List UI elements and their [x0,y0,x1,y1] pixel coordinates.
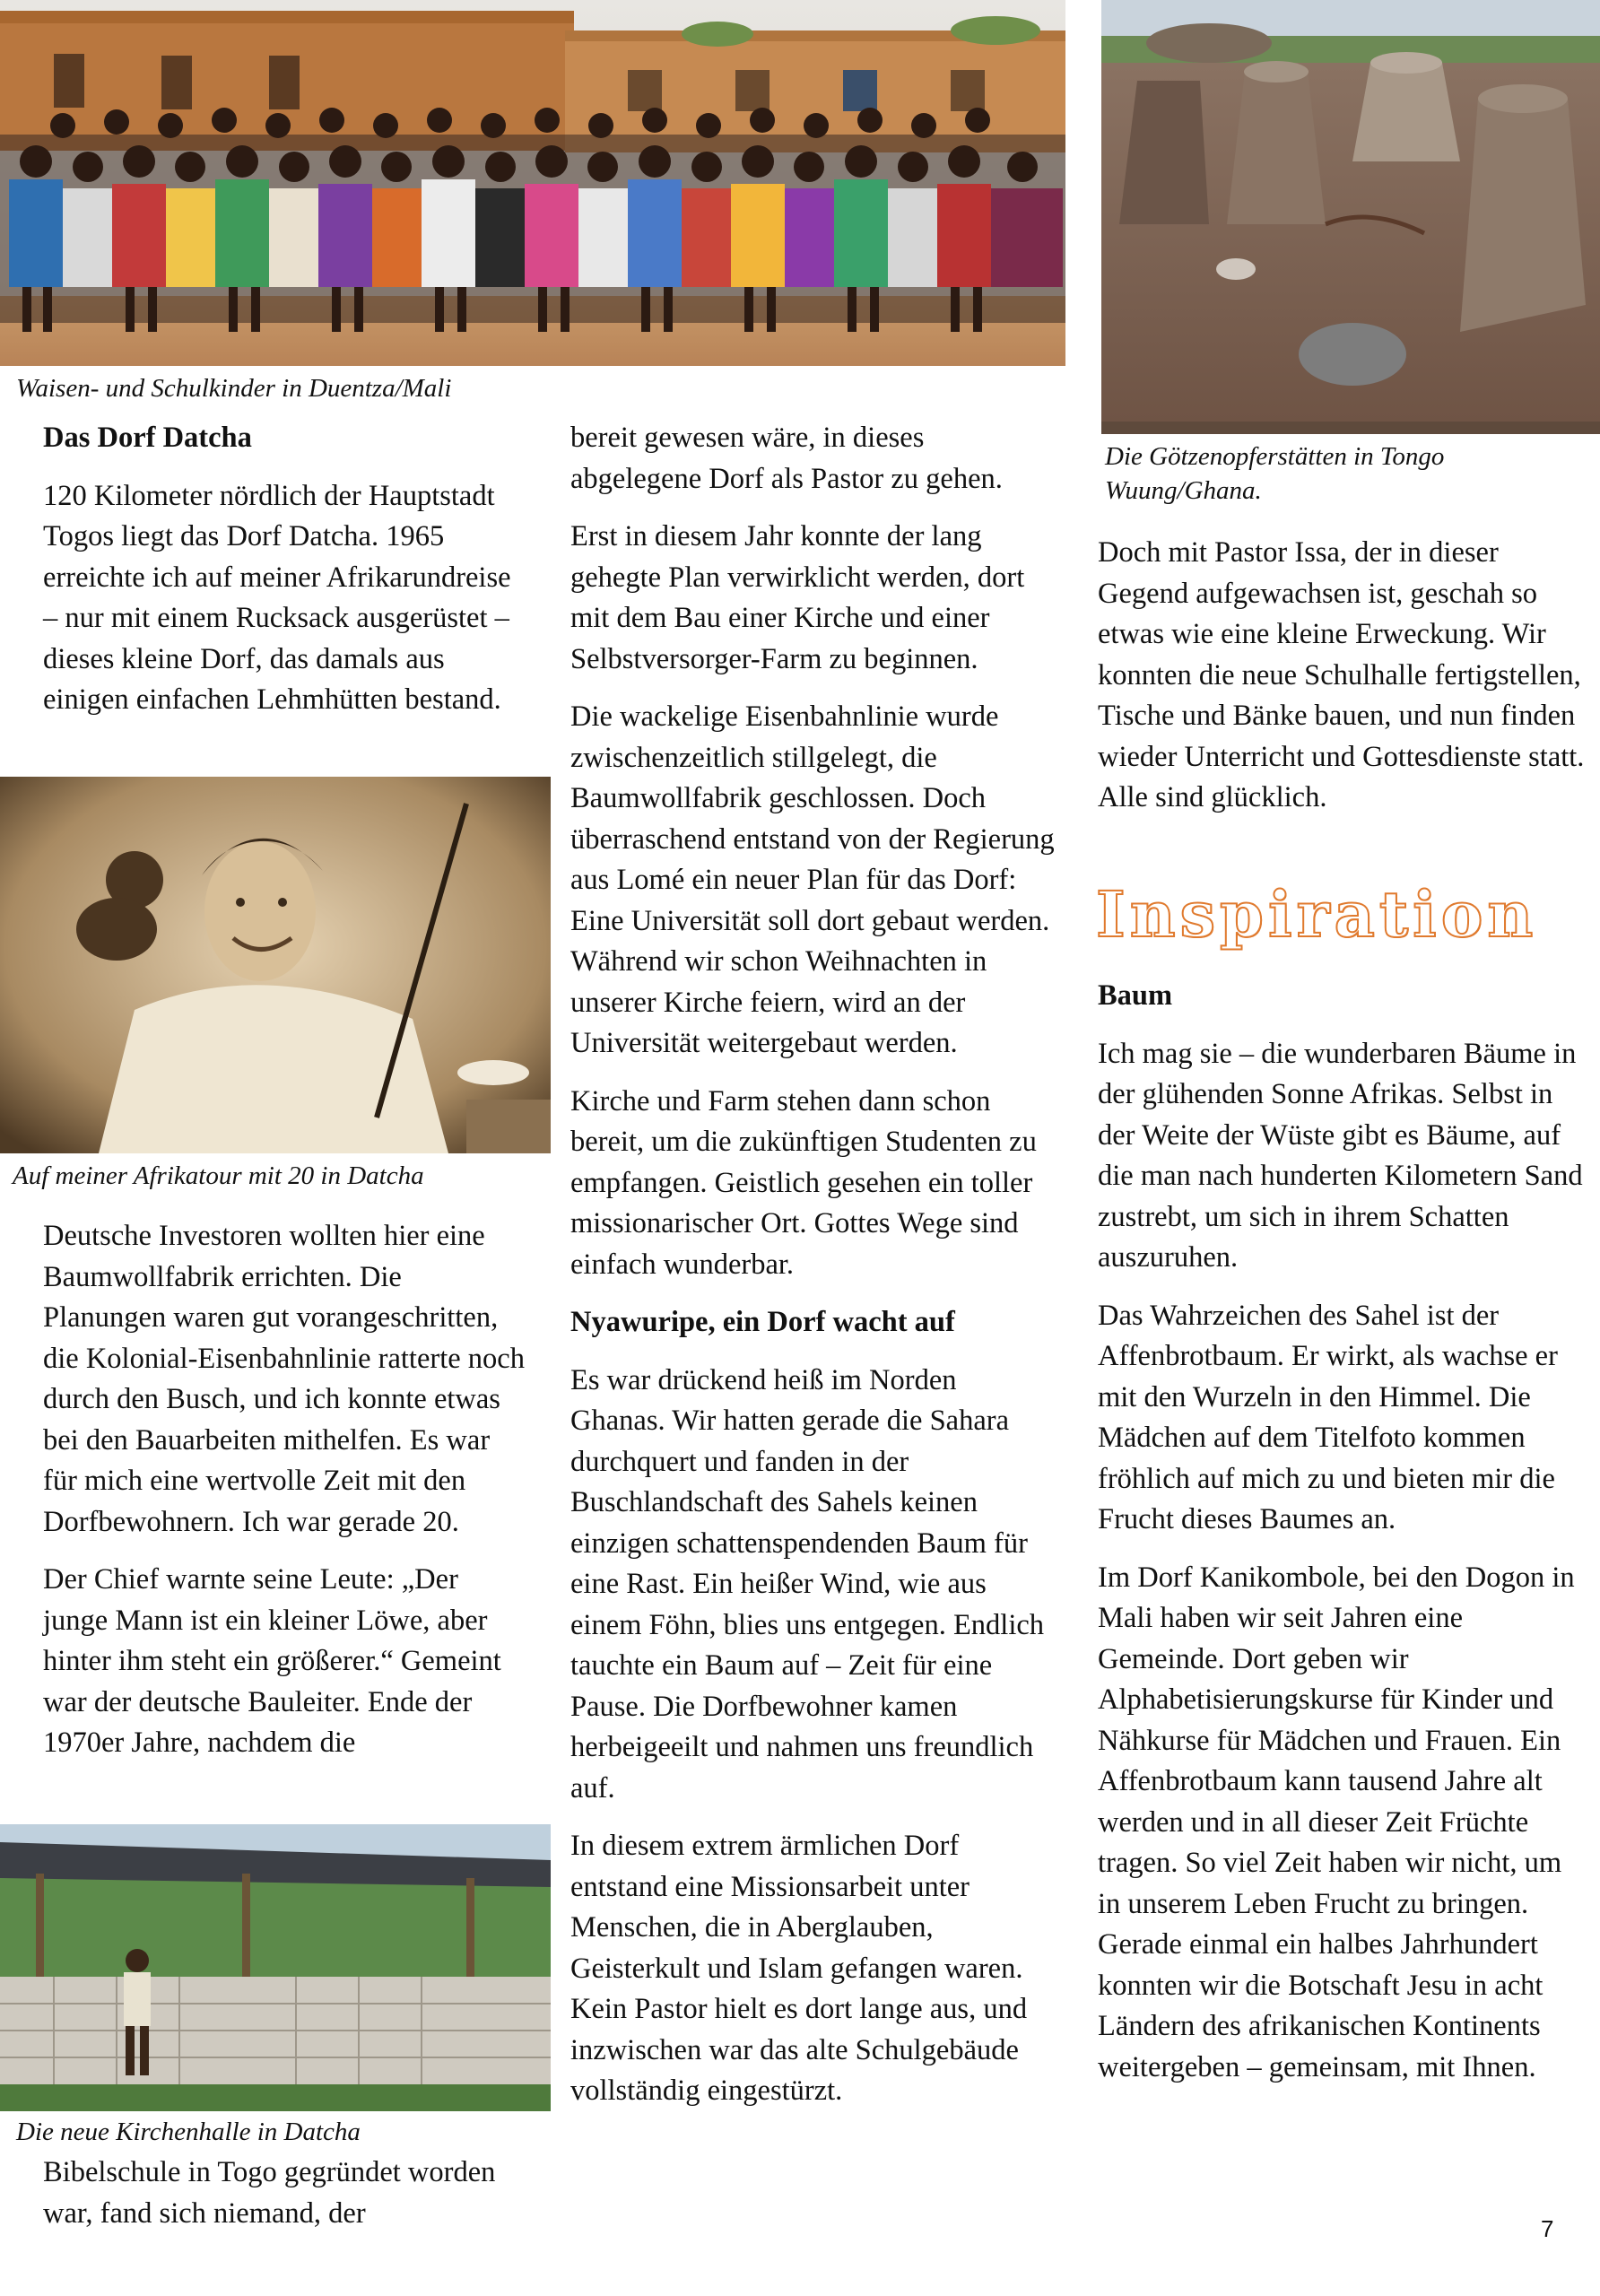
church-illustration [0,1824,551,2111]
photo-church [0,1824,551,2111]
paragraph: Bibelschule in Togo gegründet worden war, fand sich niemand, der [43,2156,496,2230]
column-3-top [1098,533,1589,836]
paragraph: In diesem extrem ärmlichen Dorf entstand eine Missionsarbeit unter Menschen, die in Aberglauben, Geisterkult und Islam gefangen waren. Kein Pastor hielt es dort lange aus, und inzwischen war das alte Schulgebäude vollständig eingestürzt. [570,1830,1028,2107]
paragraph: Das Wahrzeichen des Sahel ist der Affenbrotbaum. Er wirkt, als wachse er mit den Wurzeln in den Himmel. Die Mädchen auf dem Titelfoto kommen fröhlich auf mich zu und bieten mir die Frucht dieses Baumes an. [1098,1299,1558,1535]
paragraph: Die wackelige Eisenbahnlinie wurde zwischenzeitlich stillgelegt, die Baumwollfabrik geschlossen. Doch überraschend entstand von der Regierung aus Lomé ein neuer Plan für das Dorf: Eine Universität soll dort gebaut werden. Während wir schon Weihnachten in unserer Kirche feiern, wird an der Universität weitergebaut werden. [570,700,1055,1059]
inspiration-headline: Inspiration [1096,877,1538,952]
children-illustration [0,0,1065,366]
paragraph: 120 Kilometer nördlich der Hauptstadt Togos liegt das Dorf Datcha. 1965 erreichte ich auf meiner Afrikarundreise – nur mit einem Rucksack ausgerüstet – dieses kleine Dorf, das damals aus einigen einfachen Lehmhütten bestand. [43,479,511,716]
caption-children: Waisen- und Schulkinder in Duentza/Mali [16,374,452,403]
photo-children [0,0,1065,366]
paragraph: Der Chief warnte seine Leute: „Der junge Mann ist ein kleiner Löwe, aber hinter ihm steht ein größerer.“ Gemeint war der deutsche Bauleiter. Ende der 1970er Jahre, nachdem die [43,1563,501,1759]
section-heading-datcha: Das Dorf Datcha [43,422,252,454]
column-1-top [43,418,527,738]
section-heading-nyawuripe: Nyawuripe, ein Dorf wacht auf [570,1306,955,1338]
photo-idols [1101,0,1600,434]
paragraph: Im Dorf Kanikombole, bei den Dogon in Mali haben wir seit Jahren eine Gemeinde. Dort geben wir Alphabetisierungskurse für Kinder und Nähkurse für Mädchen und Frauen. Ein Affenbrotbaum kann tausend Jahre alt werden und in all dieser Zeit Früchte tragen. So viel Zeit haben wir nicht, um in unserem Leben Frucht zu bringen. [1098,1561,1575,1920]
caption-portrait: Auf meiner Afrikatour mit 20 in Datcha [13,1161,424,1190]
paragraph: Erst in diesem Jahr konnte der lang gehegte Plan verwirklicht werden, dort mit dem Bau einer Kirche und einer Selbstversorger-Farm zu beginnen. [570,520,1025,675]
paragraph: Ich mag sie – die wunderbaren Bäume in der glühenden Sonne Afrikas. Selbst in der Weite der Wüste gibt es Bäume, auf die man nach hunderten Kilometern Sand zustrebt, um sich in ihrem Schatten auszuruhen. [1098,1037,1583,1274]
idols-illustration [1101,0,1600,434]
caption-idols: Die Götzenopferstätten in Tongo Wuung/Ghana. [1105,442,1445,505]
caption-church: Die neue Kirchenhalle in Datcha [16,2118,361,2146]
paragraph: bereit gewesen wäre, in dieses abgelegene Dorf als Pastor zu gehen. [570,422,1003,495]
page-number: 7 [1541,2215,1554,2242]
paragraph: Doch mit Pastor Issa, der in dieser Gegend aufgewachsen ist, geschah so etwas wie eine kleine Erweckung. Wir konnten die neue Schulhalle fertigstellen, Tische und Bänke bauen, und nun finden wieder Unterricht und Gottesdienste statt. Alle sind glücklich. [1098,536,1585,813]
paragraph: Kirche und Farm stehen dann schon bereit, um die zukünftigen Studenten zu empfangen. Geistlich gesehen ein toller missionarischer Ort. Gottes Wege sind einfach wunderbar. [570,1084,1037,1281]
paragraph: Es war drückend heiß im Norden Ghanas. Wir hatten gerade die Sahara durchquert und fanden in der Buschlandschaft des Sahels keinen einzigen schattenspendenden Baum für eine Rast. Ein heißer Wind, wie aus einem Föhn, blies uns entgegen. Endlich tauchte ein Baum auf – Zeit für eine Pause. Die Dorfbewohner kamen herbeigeeilt und nahmen uns freundlich auf. [570,1363,1045,1805]
column-1-middle [43,1216,527,1781]
column-2 [570,418,1055,2129]
photo-portrait [0,777,551,1153]
paragraph: Gerade einmal ein halbes Jahrhundert konnten wir die Botschaft Jesu in acht Ländern des afrikanischen Kontinents weitergeben – gemeinsam, mit Ihnen. [1098,1928,1543,2083]
paragraph: Deutsche Investoren wollten hier eine Baumwollfabrik errichten. Die Planungen waren gut vorangeschritten, die Kolonial-Eisenbahnlinie ratterte noch durch den Busch, und ich konnte etwas bei den Bauarbeiten mithelfen. Es war für mich eine wertvolle Zeit mit den Dorfbewohnern. Ich war gerade 20. [43,1220,525,1538]
column-3-bottom [1098,976,1589,2105]
portrait-illustration [0,777,551,1153]
section-heading-baum: Baum [1098,979,1173,1012]
column-1-bottom [43,2152,527,2251]
